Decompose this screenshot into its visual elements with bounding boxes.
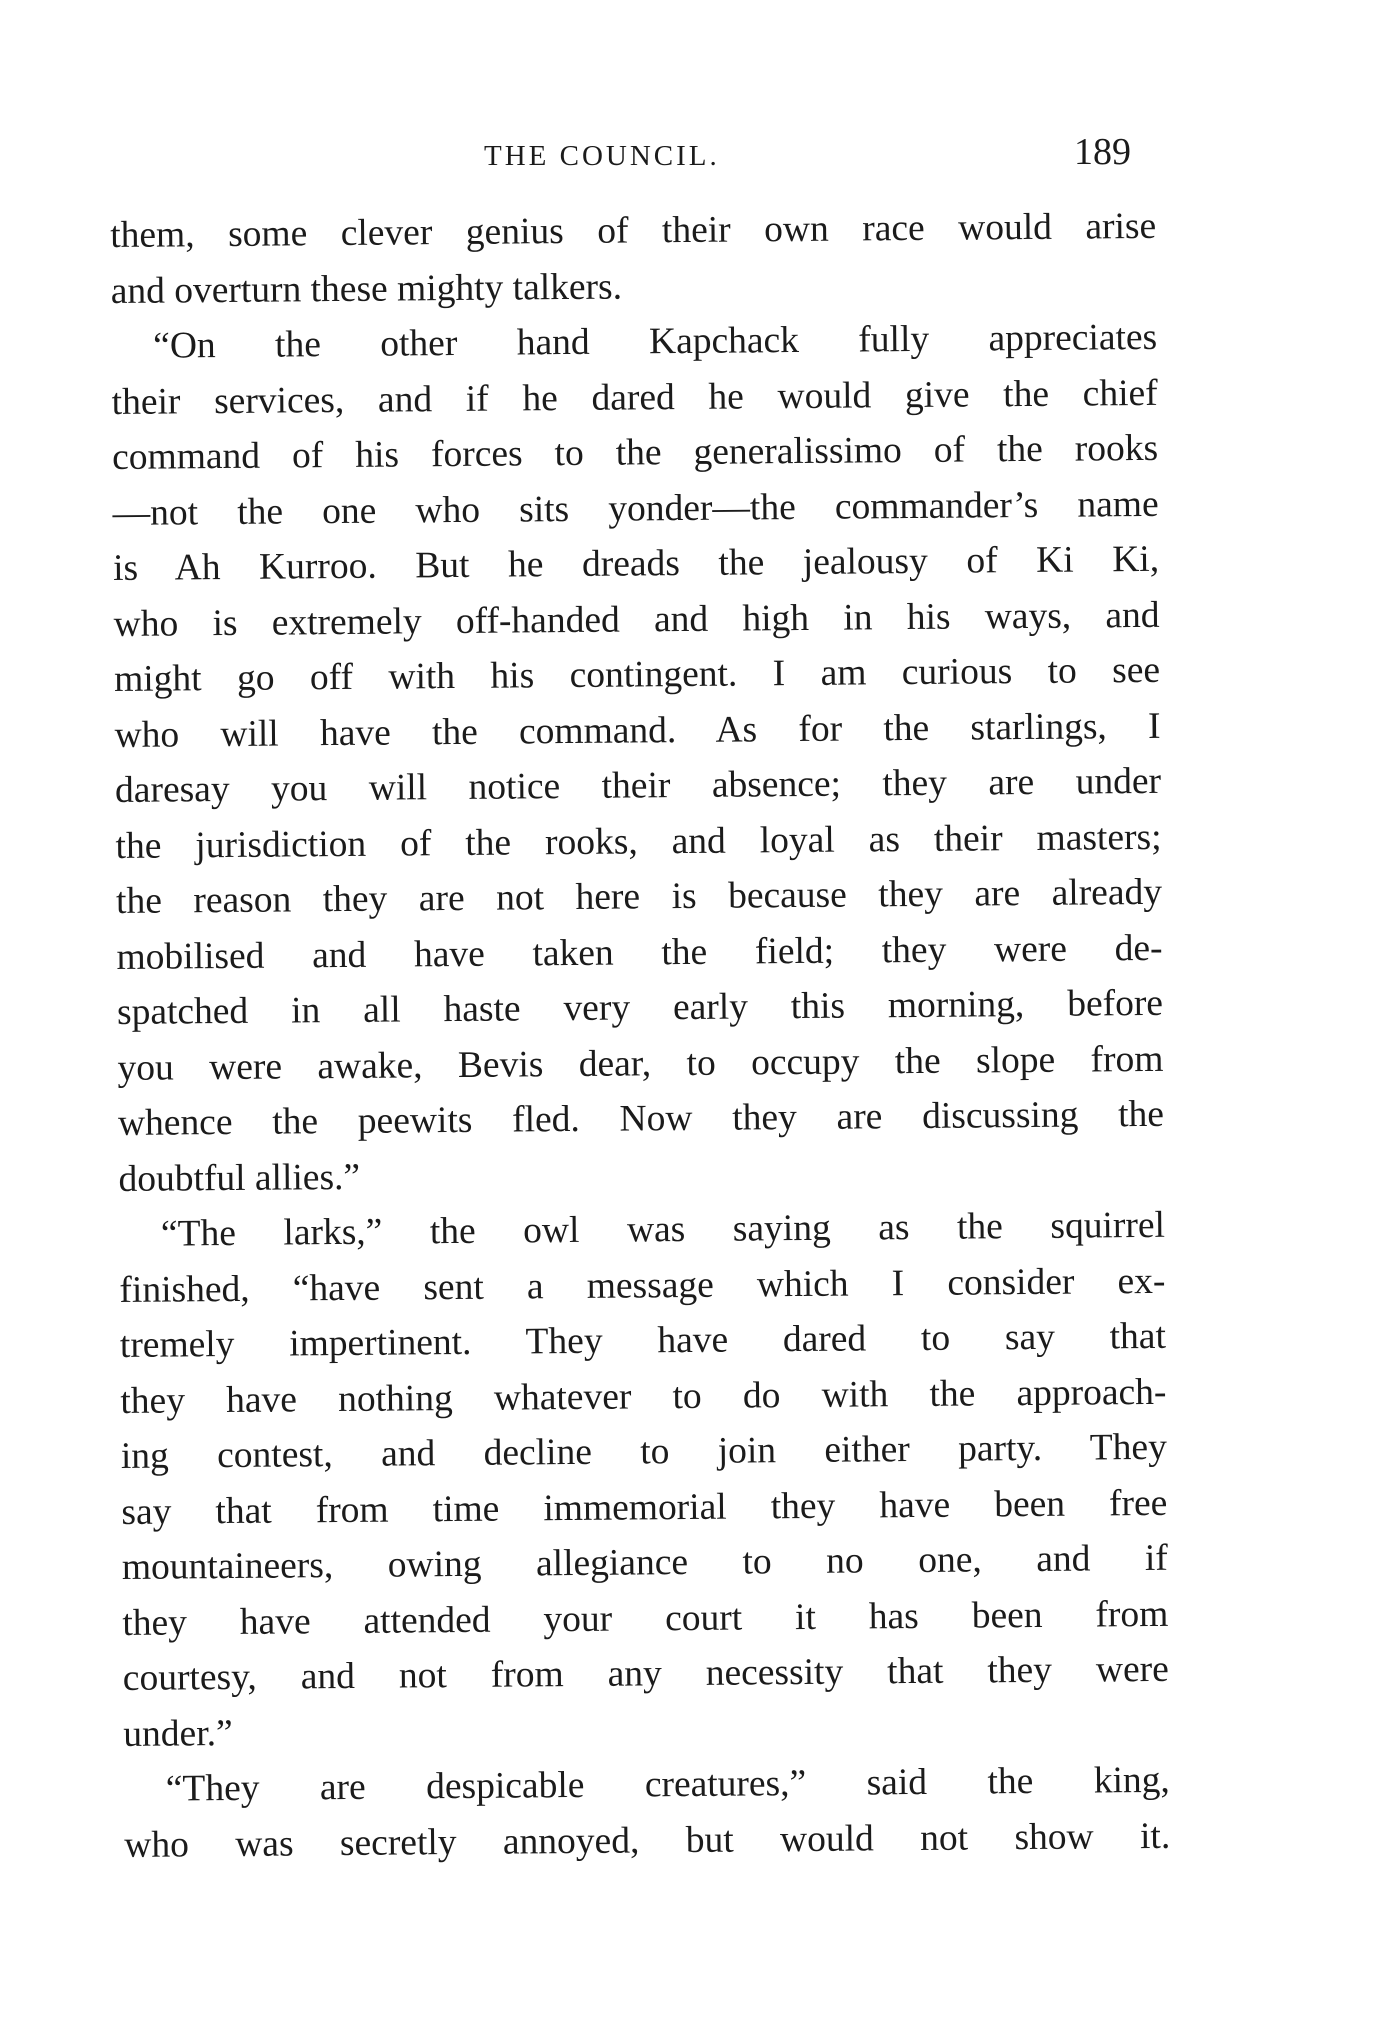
text-line: command of his forces to the generalissimo of the rooks — [111, 427, 1159, 478]
text-line: who will have the command. As for the starlings, I — [114, 705, 1161, 756]
body-text — [110, 199, 1170, 1873]
text-line: finished, “have sent a message which I consider ex- — [119, 1260, 1166, 1311]
text-line: doubtful allies.” — [118, 1156, 361, 1200]
text-line: the reason they are not here is because they are already — [115, 871, 1163, 922]
text-line: “They are despicable creatures,” said the king, — [165, 1759, 1170, 1810]
text-line: they have attended your court it has been from — [122, 1593, 1169, 1644]
text-line: daresay you will notice their absence; they are under — [114, 760, 1162, 811]
text-line: them, some clever genius of their own race would arise — [110, 205, 1157, 256]
text-line: “The larks,” the owl was saying as the squirrel — [160, 1204, 1166, 1255]
text-line: ing contest, and decline to join either party. They — [120, 1426, 1168, 1477]
running-head — [0, 131, 1392, 184]
text-line: who was secretly annoyed, but would not show it. — [124, 1815, 1171, 1866]
text-line: the jurisdiction of the rooks, and loyal as their masters; — [115, 816, 1162, 867]
text-line: mobilised and have taken the field; they were de- — [116, 927, 1163, 978]
text-line: courtesy, and not from any necessity that they were — [122, 1648, 1169, 1699]
text-line: say that from time immemorial they have been free — [121, 1482, 1168, 1533]
text-line: “On the other hand Kapchack fully appreciates — [153, 316, 1158, 367]
text-line: their services, and if he dared he would give the chief — [111, 372, 1158, 423]
text-line: spatched in all haste very early this morning, before — [116, 982, 1164, 1033]
text-line: —not the one who sits yonder—the commander’s name — [112, 483, 1159, 534]
page-number: 189 — [1074, 131, 1131, 173]
text-line: mountaineers, owing allegiance to no one, and if — [121, 1537, 1169, 1588]
text-line: you were awake, Bevis dear, to occupy the slope from — [117, 1038, 1164, 1089]
text-line: whence the peewits fled. Now they are discussing the — [117, 1093, 1165, 1144]
text-line: tremely impertinent. They have dared to say that — [119, 1315, 1167, 1366]
text-line: under.” — [123, 1712, 233, 1755]
text-line: who is extremely off-handed and high in his ways, and — [113, 594, 1160, 645]
text-line: and overturn these mighty talkers. — [110, 266, 623, 312]
text-line: is Ah Kurroo. But he dreads the jealousy of Ki Ki, — [112, 538, 1160, 589]
chapter-title: THE COUNCIL. — [484, 140, 720, 172]
text-line: they have nothing whatever to do with the approach- — [120, 1371, 1167, 1422]
text-line: might go off with his contingent. I am curious to see — [113, 649, 1161, 700]
